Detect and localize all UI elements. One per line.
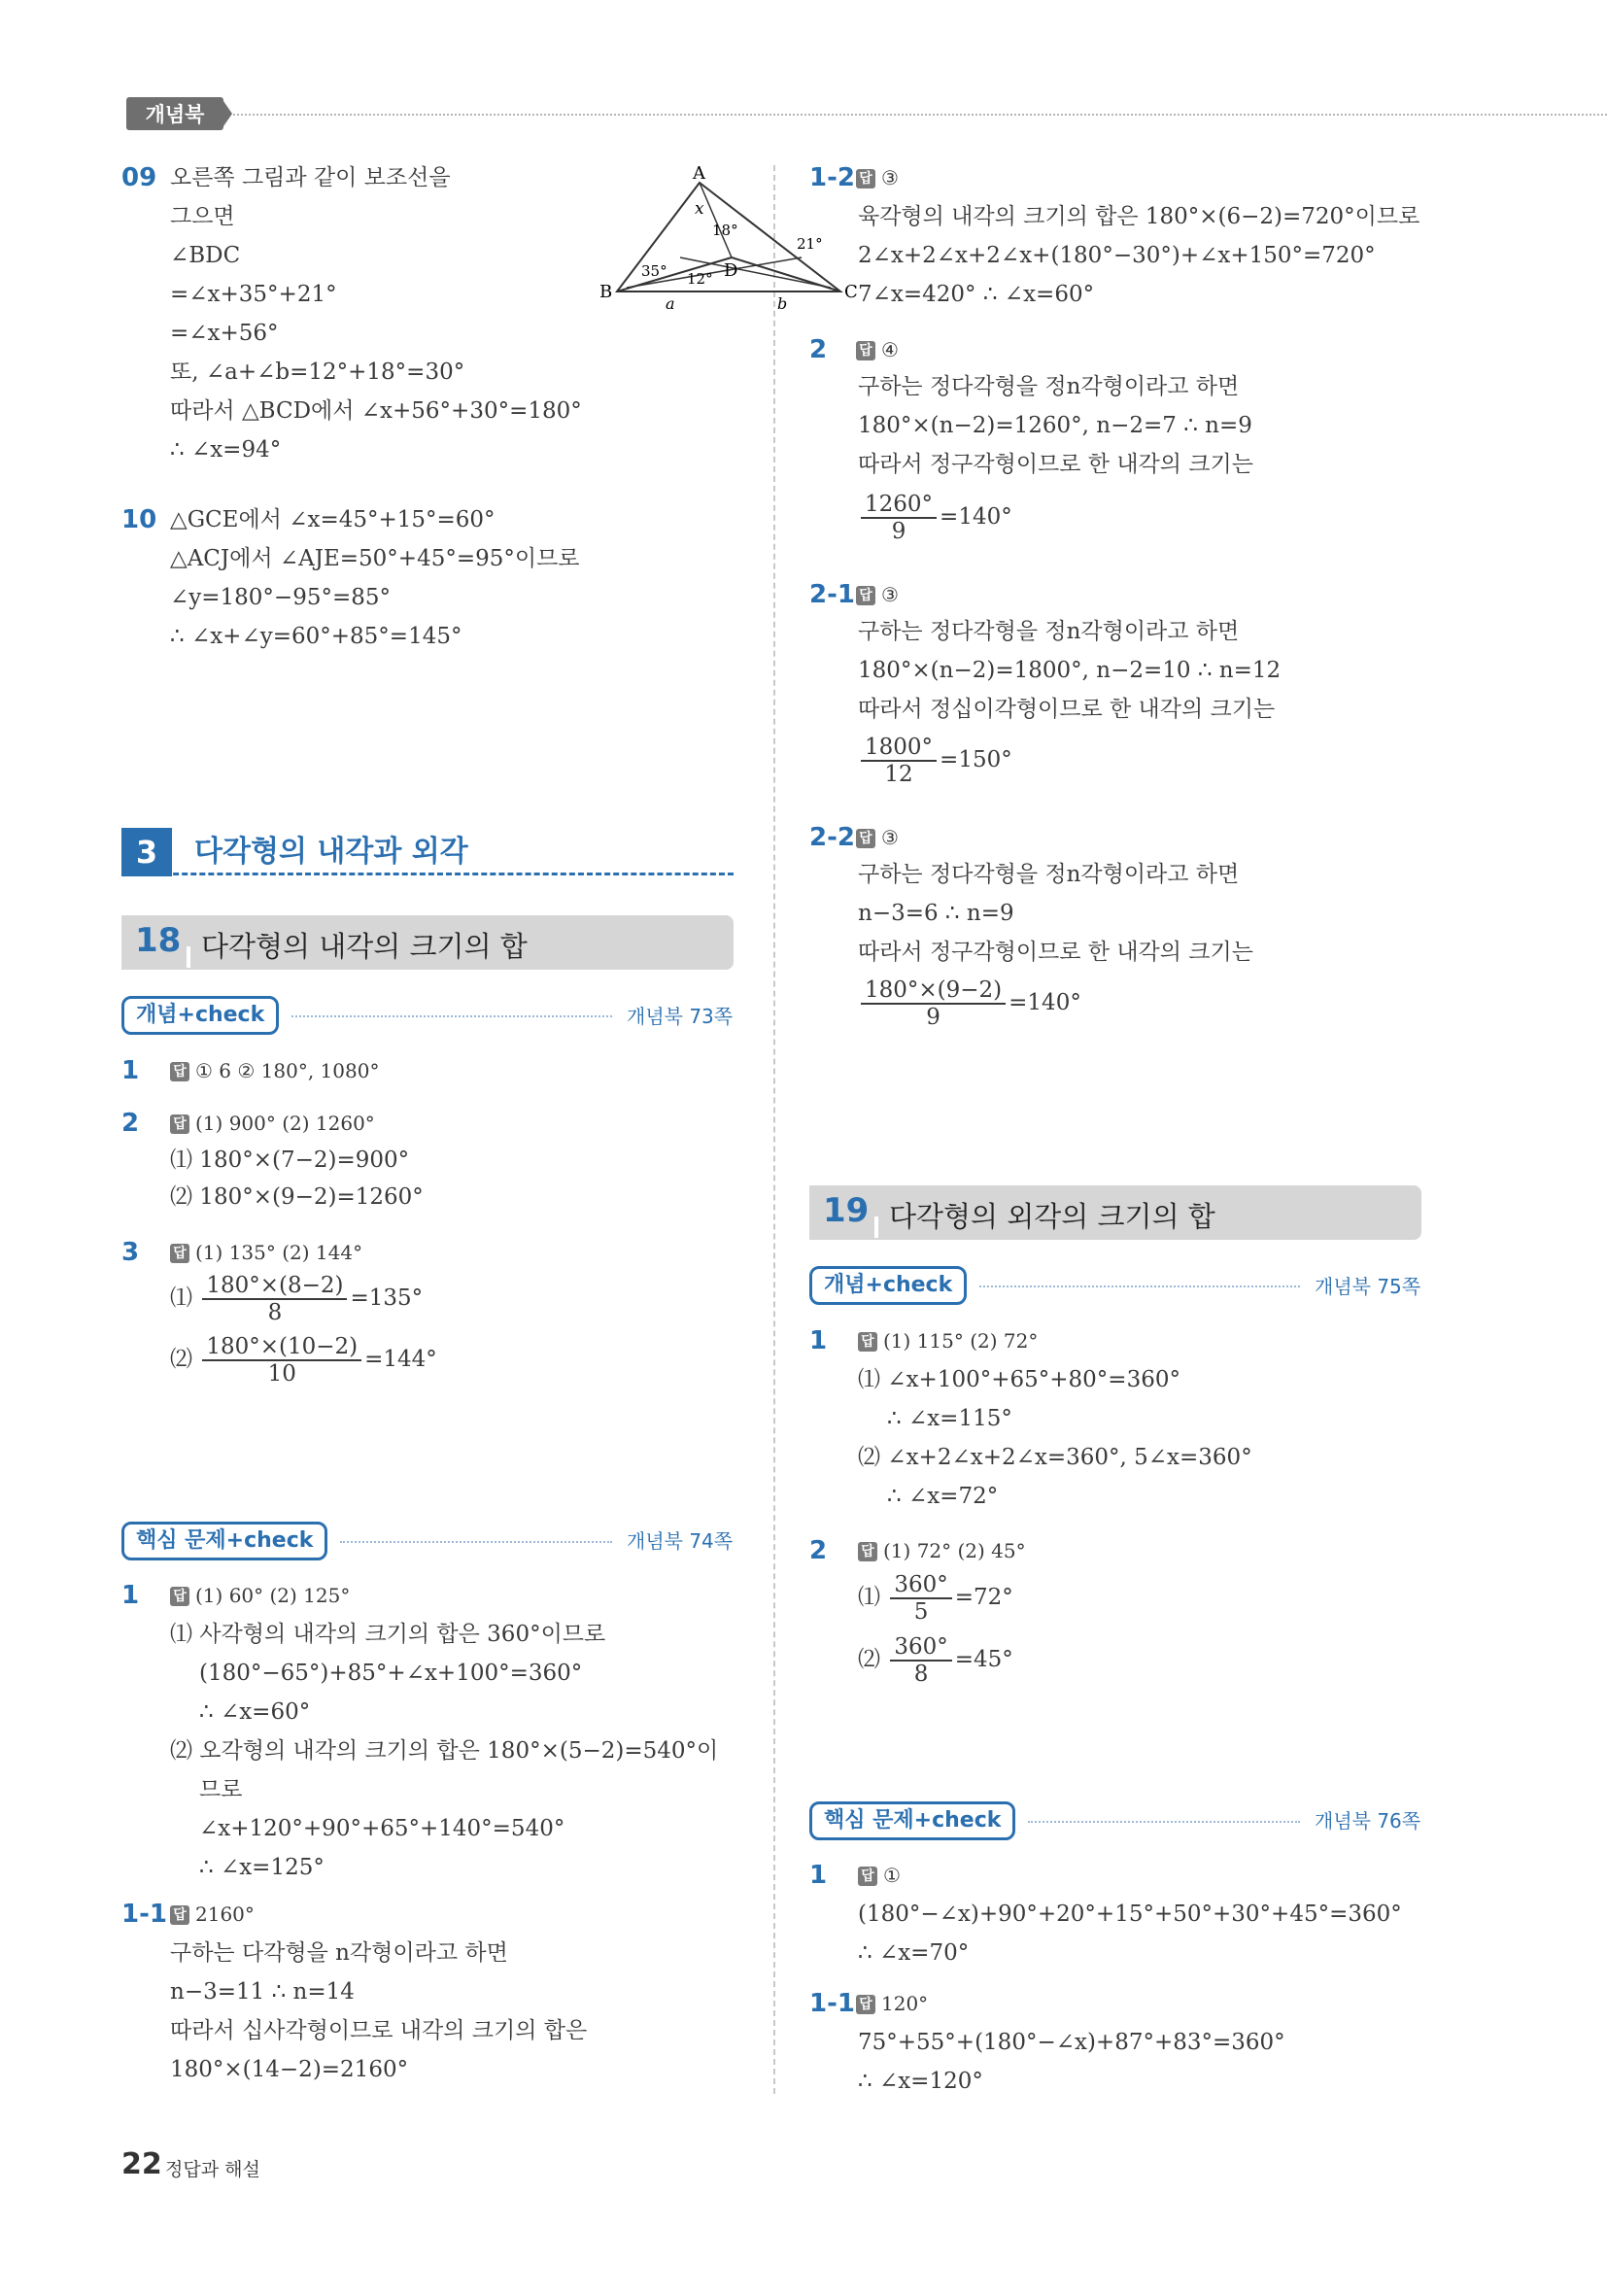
answer-text: ③ bbox=[881, 166, 899, 189]
result: =135° bbox=[350, 1285, 424, 1311]
solution-line: 7∠x=420° ∴ ∠x=60° bbox=[858, 282, 1095, 307]
chapter-tag-arrow bbox=[223, 101, 232, 126]
section-title: 다각형의 내각과 외각 bbox=[194, 835, 468, 869]
solution-line: 육각형의 내각의 크기의 합은 180°×(6−2)=720°이므로 bbox=[858, 204, 1420, 229]
solution-line: 180°×(n−2)=1260°, n−2=7 ∴ n=9 bbox=[858, 413, 1252, 438]
result: =140° bbox=[1009, 990, 1081, 1015]
solution-line: n−3=11 ∴ n=14 bbox=[170, 1979, 355, 2005]
fraction-line bbox=[858, 492, 1012, 544]
answer-badge: 답 bbox=[170, 1062, 189, 1081]
item-marker: ⑴ bbox=[858, 1585, 880, 1610]
answer-text: ① bbox=[883, 1864, 901, 1887]
denominator: 8 bbox=[267, 1300, 283, 1325]
page-reference: 개념북 74쪽 bbox=[627, 1529, 734, 1553]
solution-line: ∴ ∠x=115° bbox=[887, 1406, 1012, 1431]
answer-badge: 답 bbox=[170, 1244, 189, 1263]
answer-badge: 답 bbox=[856, 1995, 875, 2014]
solution-line: 그으면 bbox=[170, 204, 235, 229]
answer-text: (1) 900° (2) 1260° bbox=[195, 1112, 375, 1135]
solution-line: ∴ ∠x+∠y=60°+85°=145° bbox=[170, 624, 462, 649]
answer-line bbox=[856, 158, 899, 197]
answer-line bbox=[858, 1321, 1038, 1360]
solution-line: 구하는 정다각형을 정n각형이라고 하면 bbox=[858, 862, 1240, 887]
solution-line: (180°−65°)+85°+∠x+100°=360° bbox=[199, 1661, 583, 1686]
answer-text: (1) 135° (2) 144° bbox=[195, 1241, 363, 1264]
numerator: 180°×(9−2) bbox=[861, 977, 1006, 1005]
solution-line: =∠x+35°+21° bbox=[170, 282, 337, 307]
top-dotted-rule bbox=[233, 114, 1607, 116]
solution-line: ∴ ∠x=72° bbox=[887, 1484, 999, 1509]
answer-text: (1) 60° (2) 125° bbox=[195, 1584, 351, 1607]
solution-line: ∠y=180°−95°=85° bbox=[170, 585, 392, 610]
fraction bbox=[202, 1334, 361, 1387]
fraction bbox=[861, 492, 937, 544]
label-d: D bbox=[724, 260, 738, 281]
answer-text: (1) 72° (2) 45° bbox=[883, 1539, 1026, 1562]
answer-badge: 답 bbox=[858, 1542, 877, 1561]
problem-number: 1 bbox=[121, 1056, 140, 1085]
denominator: 9 bbox=[891, 519, 906, 544]
answer-line bbox=[858, 1856, 901, 1895]
result: =144° bbox=[364, 1347, 437, 1372]
solution-line: ∴ ∠x=60° bbox=[199, 1699, 311, 1725]
solution-line: n−3=6 ∴ n=9 bbox=[858, 901, 1014, 926]
numerator: 180°×(8−2) bbox=[202, 1273, 347, 1300]
solution-line: ⑵ 오각형의 내각의 크기의 합은 180°×(5−2)=540°이 bbox=[170, 1738, 719, 1764]
lesson-number: 18 bbox=[135, 921, 182, 960]
numerator: 360° bbox=[890, 1634, 951, 1662]
label-b: B bbox=[599, 282, 613, 302]
result: =72° bbox=[954, 1585, 1013, 1610]
problem-number: 2 bbox=[809, 1536, 828, 1565]
numerator: 1260° bbox=[861, 492, 937, 519]
solution-line: ⑴ ∠x+100°+65°+80°=360° bbox=[858, 1367, 1180, 1392]
denominator: 10 bbox=[267, 1361, 296, 1387]
lesson-bar bbox=[187, 946, 190, 968]
answer-badge: 답 bbox=[858, 1332, 877, 1352]
solution-line: ⑵ ∠x+2∠x+2∠x=360°, 5∠x=360° bbox=[858, 1445, 1252, 1470]
label-x: x bbox=[695, 199, 704, 219]
fraction-line bbox=[858, 1572, 1013, 1625]
section-number: 3 bbox=[121, 828, 172, 876]
fraction bbox=[861, 977, 1006, 1030]
page-reference: 개념북 76쪽 bbox=[1315, 1809, 1421, 1833]
problem-number: 1 bbox=[809, 1326, 828, 1355]
answer-line bbox=[856, 818, 899, 857]
answer-badge: 답 bbox=[858, 1867, 877, 1886]
label-angle-b: b bbox=[777, 294, 788, 311]
result: =45° bbox=[954, 1647, 1013, 1672]
solution-line: ∴ ∠x=94° bbox=[170, 437, 282, 463]
answer-badge: 답 bbox=[856, 169, 875, 188]
fraction bbox=[890, 1572, 951, 1625]
solution-line: 따라서 정구각형이므로 한 내각의 크기는 bbox=[858, 452, 1253, 477]
problem-number: 10 bbox=[121, 505, 157, 534]
answer-text: 2160° bbox=[195, 1902, 255, 1926]
solution-line: 따라서 △BCD에서 ∠x+56°+30°=180° bbox=[170, 398, 582, 424]
lesson-header bbox=[121, 915, 734, 970]
item-marker: ⑴ bbox=[170, 1285, 192, 1311]
answer-badge: 답 bbox=[170, 1587, 189, 1606]
fraction-line bbox=[858, 1634, 1013, 1687]
problem-number: 1 bbox=[809, 1861, 828, 1890]
lesson-title: 다각형의 외각의 크기의 합 bbox=[889, 1200, 1215, 1233]
answer-text: ① 6 ② 180°, 1080° bbox=[195, 1059, 380, 1082]
problem-number: 2 bbox=[809, 335, 828, 364]
solution-line: =∠x+56° bbox=[170, 321, 279, 346]
solution-line: ⑴ 180°×(7−2)=900° bbox=[170, 1148, 410, 1173]
solution-line: 구하는 정다각형을 정n각형이라고 하면 bbox=[858, 374, 1240, 399]
solution-line: 2∠x+2∠x+2∠x+(180°−30°)+∠x+150°=720° bbox=[858, 243, 1376, 268]
label-angle-a: a bbox=[666, 294, 675, 311]
lesson-bar bbox=[874, 1217, 878, 1238]
label-18: 18° bbox=[712, 222, 738, 239]
item-marker: ⑵ bbox=[858, 1647, 880, 1672]
lesson-number: 19 bbox=[823, 1191, 870, 1230]
chapter-tag: 개념북 bbox=[126, 97, 223, 130]
problem-number: 1-1 bbox=[121, 1900, 167, 1929]
solution-line: 180°×(14−2)=2160° bbox=[170, 2057, 409, 2082]
solution-line: ⑴ 사각형의 내각의 크기의 합은 360°이므로 bbox=[170, 1622, 606, 1647]
section-rule bbox=[155, 873, 734, 875]
label-a: A bbox=[693, 165, 705, 184]
core-check-label: 핵심 문제+check bbox=[809, 1801, 1015, 1840]
result: =150° bbox=[940, 747, 1012, 772]
check-rule bbox=[291, 1015, 612, 1017]
answer-badge: 답 bbox=[856, 341, 875, 360]
denominator: 8 bbox=[913, 1662, 929, 1687]
solution-line: 또, ∠a+∠b=12°+18°=30° bbox=[170, 360, 465, 385]
answer-line bbox=[170, 1233, 362, 1272]
label-35: 35° bbox=[641, 262, 667, 280]
solution-line: 오른쪽 그림과 같이 보조선을 bbox=[170, 165, 451, 190]
numerator: 360° bbox=[890, 1572, 951, 1599]
label-12: 12° bbox=[687, 270, 713, 288]
page-reference: 개념북 75쪽 bbox=[1315, 1275, 1421, 1298]
solution-line: 180°×(n−2)=1800°, n−2=10 ∴ n=12 bbox=[858, 658, 1282, 683]
answer-line bbox=[170, 1104, 375, 1143]
fraction-line bbox=[170, 1273, 423, 1325]
answer-text: ④ bbox=[881, 338, 899, 361]
column-divider bbox=[773, 165, 775, 2094]
solution-line: △ACJ에서 ∠AJE=50°+45°=95°이므로 bbox=[170, 546, 580, 571]
answer-line bbox=[858, 1531, 1026, 1570]
solution-line: ∴ ∠x=125° bbox=[199, 1855, 325, 1880]
item-marker: ⑵ bbox=[170, 1347, 192, 1372]
core-check-label: 핵심 문제+check bbox=[121, 1522, 327, 1560]
lesson-header bbox=[809, 1185, 1421, 1240]
problem-number: 1-2 bbox=[809, 163, 855, 192]
solution-line: (180°−∠x)+90°+20°+15°+50°+30°+45°=360° bbox=[858, 1902, 1402, 1927]
answer-badge: 답 bbox=[170, 1114, 189, 1134]
footer-label: 정답과 해설 bbox=[165, 2159, 260, 2180]
solution-line: △GCE에서 ∠x=45°+15°=60° bbox=[170, 507, 496, 532]
label-c: C bbox=[844, 282, 858, 302]
answer-line bbox=[856, 1984, 928, 2023]
lesson-title: 다각형의 내각의 크기의 합 bbox=[201, 930, 528, 963]
fraction-line bbox=[858, 977, 1081, 1030]
fraction-line bbox=[858, 735, 1012, 787]
concept-check-label: 개념+check bbox=[809, 1266, 967, 1305]
problem-number: 1-1 bbox=[809, 1989, 855, 2018]
solution-line: ⑵ 180°×(9−2)=1260° bbox=[170, 1184, 424, 1210]
answer-line bbox=[170, 1576, 350, 1615]
solution-line: ∴ ∠x=120° bbox=[858, 2069, 983, 2094]
fraction bbox=[861, 735, 937, 787]
solution-line: 따라서 정구각형이므로 한 내각의 크기는 bbox=[858, 940, 1253, 965]
solution-line: 75°+55°+(180°−∠x)+87°+83°=360° bbox=[858, 2030, 1285, 2055]
solution-line: ∠x+120°+90°+65°+140°=540° bbox=[199, 1816, 565, 1841]
problem-number: 1 bbox=[121, 1581, 140, 1610]
page-number: 22 bbox=[121, 2147, 162, 2181]
concept-check-label: 개념+check bbox=[121, 996, 279, 1035]
solution-line: 따라서 십사각형이므로 내각의 크기의 합은 bbox=[170, 2018, 588, 2043]
fraction-line bbox=[170, 1334, 437, 1387]
answer-text: (1) 115° (2) 72° bbox=[883, 1329, 1039, 1353]
solution-line: 구하는 다각형을 n각형이라고 하면 bbox=[170, 1940, 508, 1966]
answer-text: 120° bbox=[881, 1992, 929, 2015]
page-reference: 개념북 73쪽 bbox=[627, 1005, 734, 1028]
answer-line bbox=[856, 575, 899, 614]
fraction bbox=[890, 1634, 951, 1687]
denominator: 12 bbox=[884, 762, 913, 787]
solution-line: ∴ ∠x=70° bbox=[858, 1940, 970, 1966]
numerator: 1800° bbox=[861, 735, 937, 762]
answer-text: ③ bbox=[881, 826, 899, 849]
answer-badge: 답 bbox=[170, 1905, 189, 1925]
check-rule bbox=[979, 1285, 1300, 1287]
numerator: 180°×(10−2) bbox=[202, 1334, 361, 1361]
problem-number: 2-1 bbox=[809, 580, 855, 609]
check-rule bbox=[340, 1541, 612, 1543]
problem-number: 2 bbox=[121, 1109, 140, 1138]
answer-badge: 답 bbox=[856, 586, 875, 605]
answer-text: ③ bbox=[881, 583, 899, 606]
solution-line: ∠BDC bbox=[170, 243, 241, 268]
answer-badge: 답 bbox=[856, 829, 875, 848]
denominator: 5 bbox=[913, 1599, 929, 1625]
problem-number: 09 bbox=[121, 163, 157, 192]
solution-line: 구하는 정다각형을 정n각형이라고 하면 bbox=[858, 619, 1240, 644]
problem-number: 3 bbox=[121, 1238, 140, 1267]
answer-line bbox=[856, 330, 899, 369]
solution-line: 따라서 정십이각형이므로 한 내각의 크기는 bbox=[858, 697, 1276, 722]
solution-line: 므로 bbox=[199, 1777, 243, 1802]
answer-line bbox=[170, 1051, 379, 1090]
label-21: 21° bbox=[797, 235, 823, 253]
check-rule bbox=[1028, 1821, 1300, 1823]
answer-line bbox=[170, 1895, 255, 1934]
result: =140° bbox=[940, 504, 1012, 530]
denominator: 9 bbox=[926, 1005, 940, 1030]
fraction bbox=[202, 1273, 347, 1325]
problem-number: 2-2 bbox=[809, 823, 855, 852]
